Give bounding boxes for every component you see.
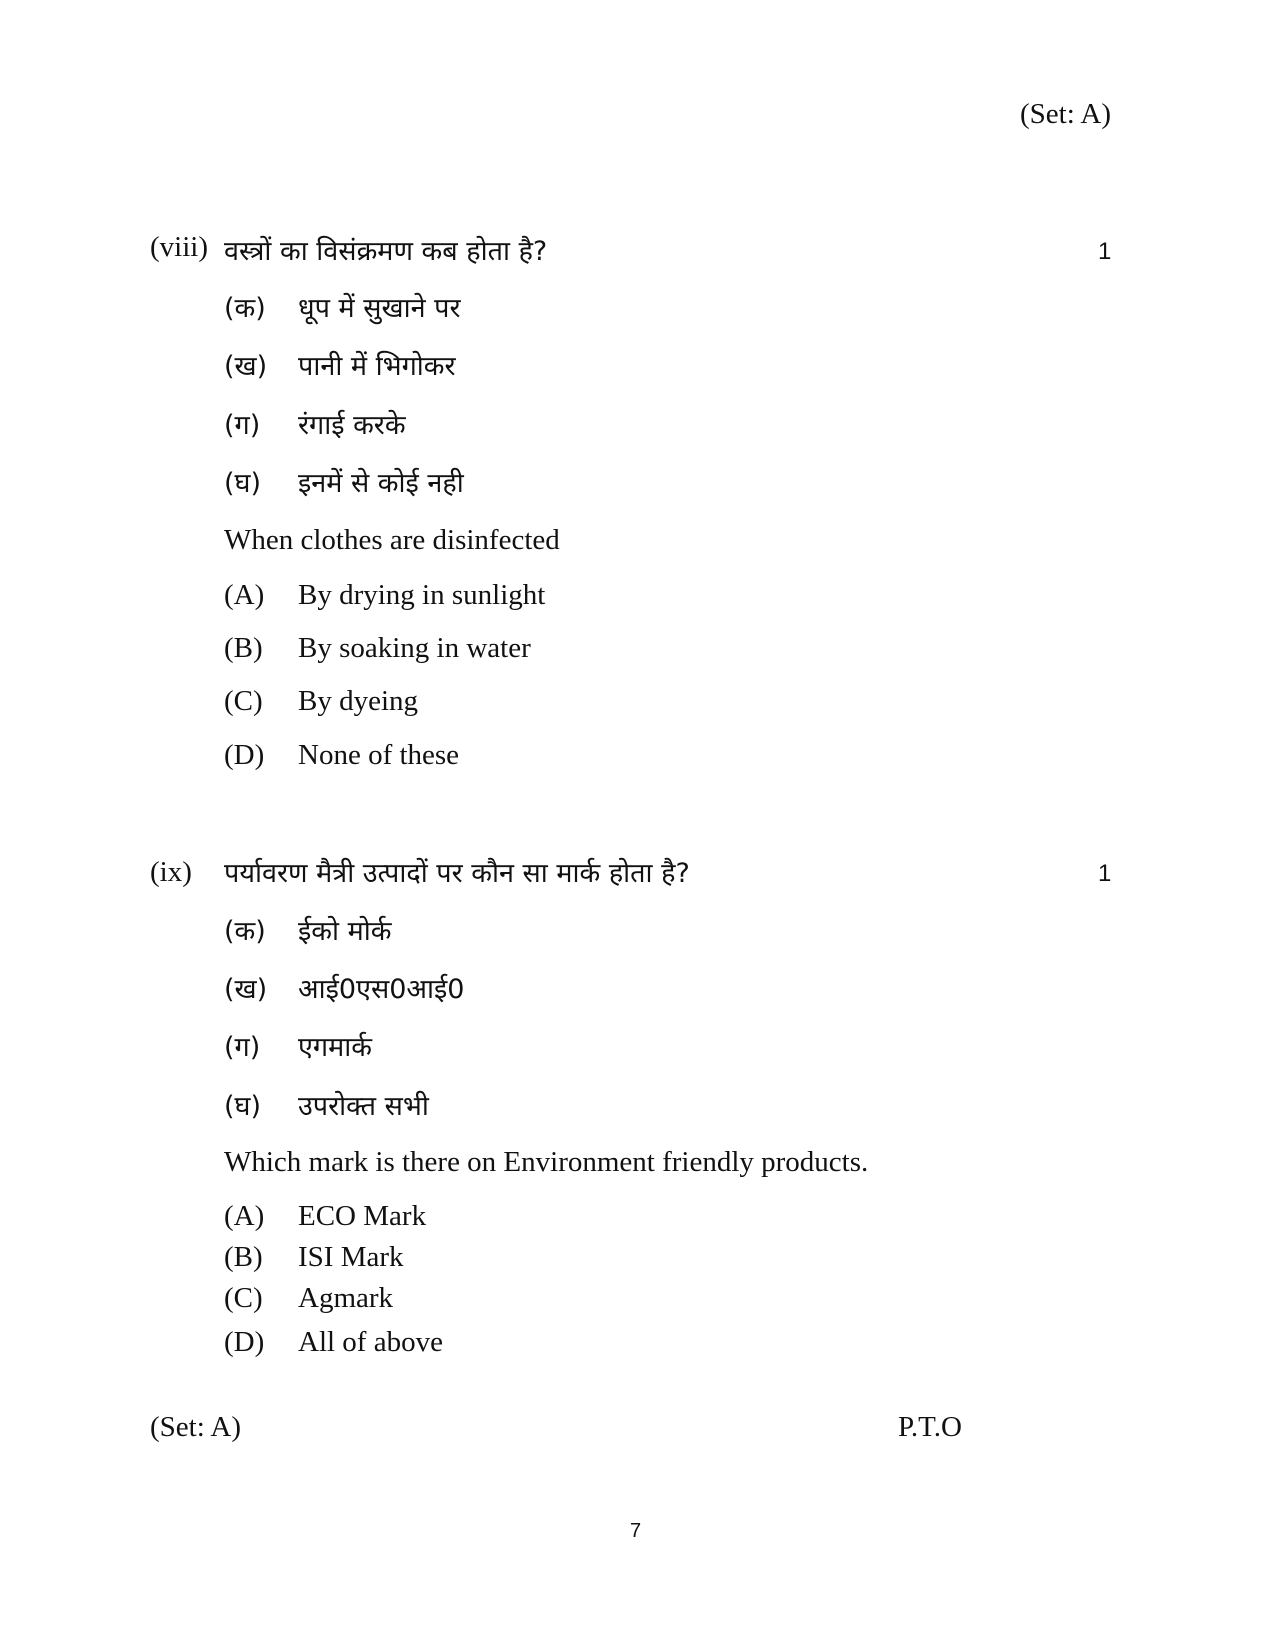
question-ix-number: (ix) [150, 856, 192, 888]
q9-hindi-option-label: (क) [224, 916, 266, 947]
q9-english-option-label: (B) [224, 1241, 263, 1273]
question-ix-english-text: Which mark is there on Environment friendly products. [224, 1146, 869, 1178]
q8-hindi-option-label: (ग) [224, 410, 261, 441]
question-viii-number: (viii) [150, 231, 208, 263]
q8-hindi-option-text: धूप में सुखाने पर [298, 293, 461, 324]
question-viii-english-text: When clothes are disinfected [224, 524, 560, 556]
q9-english-option-label: (D) [224, 1326, 265, 1358]
q9-english-option-text: Agmark [298, 1282, 394, 1314]
q8-english-option-text: None of these [298, 739, 460, 771]
q9-hindi-option-label: (घ) [224, 1091, 262, 1122]
q9-hindi-option-text: एगमार्क [298, 1032, 373, 1063]
q9-hindi-option-label: (ख) [224, 974, 268, 1005]
footer-pto: P.T.O [898, 1411, 962, 1443]
q8-hindi-option-label: (घ) [224, 468, 262, 499]
q8-english-option-label: (D) [224, 739, 265, 771]
q8-hindi-option-label: (क) [224, 293, 266, 324]
q9-hindi-option-text: उपरोक्त सभी [298, 1091, 429, 1122]
question-viii-hindi-text: वस्त्रों का विसंक्रमण कब होता है? [224, 236, 548, 267]
q8-english-option-label: (C) [224, 685, 263, 717]
question-viii-marks: 1 [1098, 238, 1112, 265]
q8-english-option-text: By drying in sunlight [298, 579, 546, 611]
q8-english-option-text: By dyeing [298, 685, 419, 717]
q8-hindi-option-text: पानी में भिगोकर [298, 351, 456, 382]
q9-english-option-text: ISI Mark [298, 1241, 404, 1273]
header-set-label: (Set: A) [1020, 98, 1112, 130]
q9-hindi-option-label: (ग) [224, 1032, 261, 1063]
footer-set-label: (Set: A) [150, 1411, 242, 1443]
q8-hindi-option-label: (ख) [224, 351, 268, 382]
page-number: 7 [630, 1520, 642, 1542]
q9-english-option-label: (A) [224, 1200, 265, 1232]
q8-hindi-option-text: इनमें से कोई नही [298, 468, 464, 499]
question-ix-marks: 1 [1098, 860, 1112, 887]
q8-english-option-label: (A) [224, 579, 265, 611]
q9-english-option-label: (C) [224, 1282, 263, 1314]
q8-hindi-option-text: रंगाई करके [298, 410, 406, 441]
q8-english-option-text: By soaking in water [298, 632, 531, 664]
q9-hindi-option-text: आई0एस0आई0 [298, 974, 465, 1005]
q9-hindi-option-text: ईको मोर्क [298, 916, 392, 947]
q8-english-option-label: (B) [224, 632, 263, 664]
q9-english-option-text: All of above [298, 1326, 443, 1358]
q9-english-option-text: ECO Mark [298, 1200, 427, 1232]
question-ix-hindi-text: पर्यावरण मैत्री उत्पादों पर कौन सा मार्क होता है? [224, 858, 690, 889]
